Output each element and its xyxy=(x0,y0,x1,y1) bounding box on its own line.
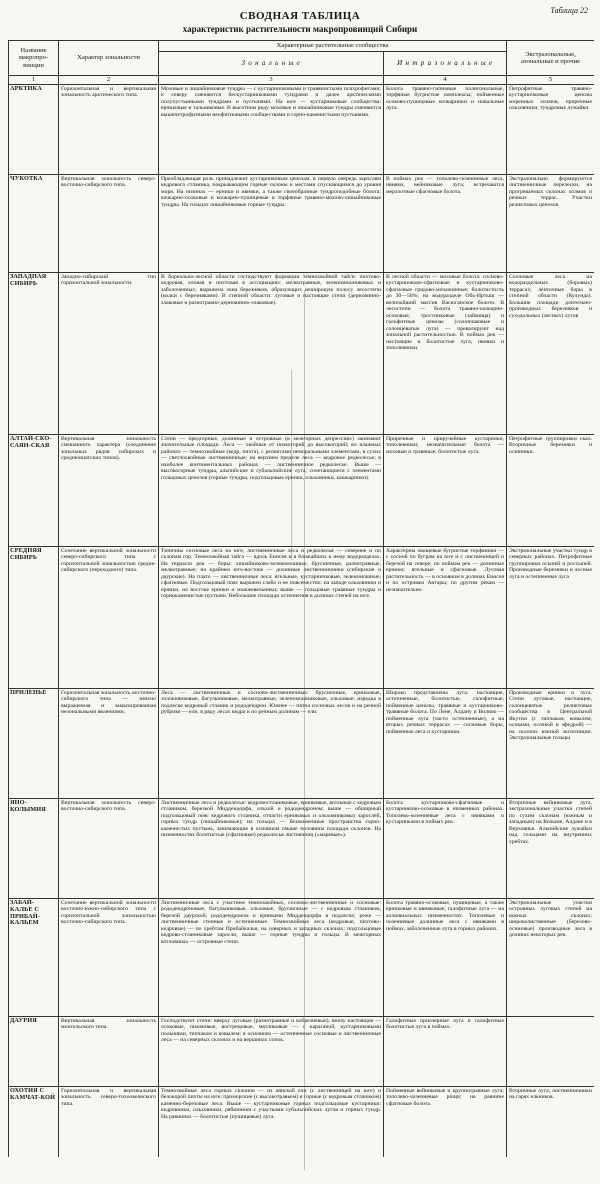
region-name: ДАУРИЯ xyxy=(9,1017,59,1087)
page-subtitle: характеристик растительности макропровинций Сибири xyxy=(182,24,418,34)
header-region: Название макропро-винции xyxy=(9,41,59,76)
header-extrazonal: Экстразональные, азональные и прочие xyxy=(507,41,595,76)
table-body xyxy=(9,85,595,1157)
zonal-cell: Господствуют степи: вверху луговые (разнотравные и кобрезиевые), внизу настоящие — осоковые, пижмовые, вострецовые, мятликовые — с караганой, кустарниковыми полынями, типчаком и ковылем; в основном — остепненные сосновые и лиственничные леса — на северных склонах и на вершинах сопок. xyxy=(159,1017,384,1087)
zonal-cell: В бореально-лесной области господствуют формации темнохвойной тайги: пихтово-кедровая, еловая и пихтовая в ассоциациях: мелкотравные, зеленомошниковых и заболоченных; выражена зона березняков, образующих неширокую полосу лесостепи (колки с березняками). В степной области: луговые и настоящие степи (дерновинно-злаковые и разнотравно-дерновинно-злаковые). xyxy=(159,273,384,435)
extrazonal-cell: Производные ерники и луга. Степи луговые, настоящие, солонцеватые реликтовые сообщества в Центральной Якутии (с типчаком, ковылем, осоками, осочкой и эфедрой) — на склонах южной экспозиции. Экстразональные гольцы xyxy=(507,689,595,799)
page-number: Таблица 22 xyxy=(550,6,588,15)
zonal-cell: Степи — предгорные, долинные и островные (в межгорных депрессиях) занимают значительные площади. Леса — хвойные от низкогорий до высокогорий; во влажных районах — темнохвойные (кедр, пихта), с реликтами неморальными элементами, в сухих — светлохвойные лиственничные; на верхнем пределе леса — кедровое редколесье; в наиболее континентальных районах — лиственничное редколесье. Выше — высокогорные тундры, альпийские и субальпийские луга, сочетающиеся с элементами гольцовых ценозов (горные тундры, подгольцовые ерники, ольховники, кашкарники). xyxy=(159,435,384,547)
page-title: СВОДНАЯ ТАБЛИЦА xyxy=(239,10,361,22)
header-intrazonal: И н т р а з о н а л ь н ы е xyxy=(384,52,507,76)
table-row xyxy=(9,435,595,547)
extrazonal-cell: Экстразональные участки тундр в северных районах. Петрофитные группировки осыпей и россыпей. Производные березняки и лесные луга и остепненные луга xyxy=(507,547,595,689)
region-name: ПРИЛЕНЬЕ xyxy=(9,689,59,799)
zonal-cell: Типичны сосновые леса на юге, лиственничные леса и редколесья — севернее и по склонам гор. Темнохвойная тайга — вдоль Енисея и в ближайших к нему водоразделах. На террасах рек — боры: лишайниково-зеленомошные, брусничные, разнотравные, мелкотравные; на крайнем юго-востоке — долинные лиственничники (сибирские и даурские). На плато — лиственничные леса: ягельные, кустарничковые, зеленомошные, сфагновые. Подгольцовый пояс выражен слабо и не повсеместно: на западе ольховники и ерники, на востоке ерники и можжевельники; выше — гольцовые травяные тундры и горнокаменистые пустыни. Небольшие площади остепнения в долинах степей на юге. xyxy=(159,547,384,689)
extrazonal-cell: Вторичные вейниковые луга, экстразональные участки степей по сухим склонам (южным и западным) на Колыме, Алдане и в Верхоянье. Альпийские лужайки над гольцами на внутренних хребтах. xyxy=(507,799,595,899)
region-name: СРЕДНЯЯ СИБИРЬ xyxy=(9,547,59,689)
table-row xyxy=(9,1017,595,1087)
header-zonal: З о н а л ь н ы е xyxy=(159,52,384,76)
intrazonal-cell: Приречные и приручейные кустарники, тополевники; незначительные болота — моховые и травяные; болотистые луга. xyxy=(384,435,507,547)
zonal-cell: Моховые и лишайниковые тундры — с кустарничковыми и травянистыми психрофитами; к северу сменяются бескустарниковыми тундрами и далее арктическими полупустынными тундрами и пустынями. На юге — кустарниковые сообщества: ерниковые и тальниковые. В высотном ряду моховые и лишайниковые тундры сменяются вышепетрофитными неофитновыми сообществами и горно-каменистыми пустынями. xyxy=(159,85,384,175)
vegetation-table xyxy=(8,40,594,1157)
table-row xyxy=(9,273,595,435)
summary-table-sheet xyxy=(8,40,594,1180)
intrazonal-cell: Болота травяно-осоковые, пушицевые, а также ерниковые и ивняковые; галофитные луга — на аллювиальных низменностях. Тополевые и чозениевые долинные леса с ивняками в поймах, заболоченные луга в горных районах. xyxy=(384,899,507,1017)
table-row xyxy=(9,899,595,1017)
intrazonal-cell: В поймах рек — тополево-чозениевые леса, ивняки, вейниковые луга; встречаются мерзлотные сфагновые болота. xyxy=(384,175,507,273)
table-row xyxy=(9,1087,595,1157)
region-name: АЛТАЙ-СКО-САЯН-СКАЯ xyxy=(9,435,59,547)
extrazonal-cell: Петрофитные травяно-кустарничковые ценозы моренных холмов, приречные ольховники, тундровые лужайки xyxy=(507,85,595,175)
table-row xyxy=(9,799,595,899)
extrazonal-cell: Сосновые леса на водораздельных (боровых) террасах; ленточные боры в степной области (Кулунда). Большие площади длительно-производных березняков и суходольных (лесных) лугов xyxy=(507,273,595,435)
zonality-cell: Сочетание вертикальной зональности северо-сибирского типа с горизонтальной зональностью средне-сибирского (переходного) типа. xyxy=(59,547,159,689)
zonality-cell: Вертикальная зональность северо-восточно-сибирского типа. xyxy=(59,799,159,899)
intrazonal-cell: Болота кустарниково-сфагновые и кустарниково-осоковые в низменных районах. Тополево-чозениевые леса с ивняками и кустарниками в поймах рек. xyxy=(384,799,507,899)
table-row xyxy=(9,547,595,689)
column-number-row xyxy=(9,76,595,85)
zonality-cell: Вертикальная зональность монгольского типа. xyxy=(59,1017,159,1087)
zonality-cell: Вертикальная зональность смешанного характера (соединение зональных рядов сибирских и среднеазиатских типов). xyxy=(59,435,159,547)
column-number: 5 xyxy=(507,76,595,85)
zonality-cell: Горизонтальная и вертикальная зональность северо-тихоокеанского типа. xyxy=(59,1087,159,1157)
zonality-cell: Горизонтальная и вертикальная зональность арктического типа. xyxy=(59,85,159,175)
extrazonal-cell: Вторичные луга; лиственничники на гарях ельников. xyxy=(507,1087,595,1157)
zonal-cell: Лиственничные леса и редколесья: кедровостланиковые, ерниковые, ягельные с кедровым стлаником, березкой Миддендорфа, ольхой и рододендроном; выше — обширный подгольцовый пояс кедрового стланика, отчасти ерниковых и ольховниковых зарослей, горных тундр (лишайниковые); на гольцах — безжизненные пространства горно-каменистых пустынь, занимающие в основном свыше половины площади склонов. На низменностях болотистые (сфагновые) редколесья лиственниц («маревые»). xyxy=(159,799,384,899)
column-number: 3 xyxy=(159,76,384,85)
region-name: ЗАПАДНАЯ СИБИРЬ xyxy=(9,273,59,435)
column-number: 2 xyxy=(59,76,159,85)
zonal-cell: Темнохвойные леса горных склонов — из аянской ели (с лиственницей на юге) и белокорой пихты на юге; приморские (с высокотравьем) и горные (с кедровым стлаником) каменно-березовые леса. Выше — кустарниковые горных подгольцовые кустарники: кедровники, ольховники, рябинники с участками субальпийских лугов и горных тундр. На равнинах — болотистые (пушицевые) луга. xyxy=(159,1087,384,1157)
region-name: ЗАБАЙ-КАЛЬЕ С ПРИБАЙ-КАЛЬЕМ xyxy=(9,899,59,1017)
column-number: 1 xyxy=(9,76,59,85)
zonality-cell: Западно-сибирский тип горизонтальной зональности. xyxy=(59,273,159,435)
header-communities: Характерные растительные сообщества xyxy=(159,41,507,52)
extrazonal-cell: Экстразональные участки островных луговых степей на южных склонах; широколиственные (березово-осиновые) производные леса в долинах некоторых рек. xyxy=(507,899,595,1017)
table-row xyxy=(9,689,595,799)
region-name: ОХОТИЯ С КАМЧАТ-КОЙ xyxy=(9,1087,59,1157)
extrazonal-cell: Петрофитные группировки скал. Вторичные березняки и осинники. xyxy=(507,435,595,547)
zonality-cell: Вертикальная зональность северо-восточно-сибирского типа. xyxy=(59,175,159,273)
header-zonality: Характер зональности xyxy=(59,41,159,76)
scan-crease xyxy=(304,290,305,1170)
zonal-cell: Леса — лиственничные и сосново-лиственничные: брусничные, ерниковые, толокнянковые, багульниковые, мелкотравные, зеленомошниковые, ольховые; изредка в подлеске кедровый стланик и рододендрон. Южнее — пятна сосновых лесов и на речной рубрике — ели, в ряду лесах кедра и по речным долинам — ели. xyxy=(159,689,384,799)
region-name: АРКТИКА xyxy=(9,85,59,175)
zonal-cell: Преобладающая роль принадлежит кустарниковым ценозам, в первую очередь зарослям кедрового стланика, покрывающим горные склоны и местами спускающимся до уровня моря. На низинах — ерники и ивняки, а также своеобразные тундроподобные болота: кочкарно-осоковые и кочкарно-пушицевые и торфяные травяно-мохово-лишайниковые тундры. На гольцах лишайниковые горные тундры. xyxy=(159,175,384,273)
table-row xyxy=(9,175,595,273)
intrazonal-cell: Болота травяно-гипновые полигональные, торфяные бугристые комплексы; пойменные осоково-пушицевые кочкарники и нивальные луга. xyxy=(384,85,507,175)
intrazonal-cell: Характерны хвощевые бугристые торфяники — с сосной по буграм на юге и с лиственницей и березой на севере; по поймам рек — долинные ерники; ягельные и сфагновые. Луговая растительность — в основном в долинах Енисея и по островам Ангары; по другим рекам — незначительно. xyxy=(384,547,507,689)
table-header xyxy=(9,41,595,85)
region-name: ЯНО-КОЛЫМИЯ xyxy=(9,799,59,899)
zonal-cell: Лиственничные леса с участием темнохвойных, сосново-лиственничные и сосновые: рододендроновые, багульниковые, ольховые, брусничные — с кедровым стлаником, березой даурской, рододендроном и ерниками Миддендорфа в подлеске; реже — лиственничные степные и остепненные. Темнохвойные леса (кедровые, пихтово-кедровые) — по хребтам Прибайкалья, на северных и западных склонах; подгольцовые кедрово-стланиковые заросли, выше — горные тундры и гольцы. В межгорных котловинах — островные степи. xyxy=(159,899,384,1017)
extrazonal-cell: Экстразонально формируются лиственничные перелески, на прогреваемых склонах холмов и речных террас. Участки реликтовых ценозов xyxy=(507,175,595,273)
zonality-cell: Горизонтальная зональность восточно-сибирского типа — неясно выраженная и замаскированная незональными явлениями. xyxy=(59,689,159,799)
intrazonal-cell: Галофитные приозерные луга и галофитные болотистые луга в поймах. xyxy=(384,1017,507,1087)
extrazonal-cell xyxy=(507,1017,595,1087)
scan-crease xyxy=(291,370,292,560)
zonality-cell: Сочетание вертикальной зональности восточно-южно-сибирского типа с горизонтальной зональностью восточно-сибирского типа. xyxy=(59,899,159,1017)
intrazonal-cell: В лесной области — моховые болота: сосново-кустарничково-сфагновые и кустарничково-сфагновые грядово-мочажинные; болотистость до 30—50%; на водоразделе Обь-Иртыш — величайший массив Васюганское болото. В лесостепи — болота травяно-кочкарно-осоковые, тростниковые (займища) и галофитные ценозы (солончаковые и солонцеватые луга) — превалируют над зональной растительностью. В поймах рек — настоящие и болотистые луга, ивняки и тополевники. xyxy=(384,273,507,435)
intrazonal-cell: Пойменные вейниковые и крупнотравные луга; тополево-чозениевые рощи; на равнине сфагновые болота. xyxy=(384,1087,507,1157)
region-name: ЧУКОТКА xyxy=(9,175,59,273)
column-number: 4 xyxy=(384,76,507,85)
intrazonal-cell: Широко представлены луга: настоящие, остепненные, болотистые, галофитные; пойменные ценозы, травяные и кустарниково-травяные болота. По Лене, Алдану и Вилюю — пойменные луга (часто остепненные), а на вторых речных террасах — сосновые боры, пойменные леса и кустарники. xyxy=(384,689,507,799)
table-row xyxy=(9,85,595,175)
